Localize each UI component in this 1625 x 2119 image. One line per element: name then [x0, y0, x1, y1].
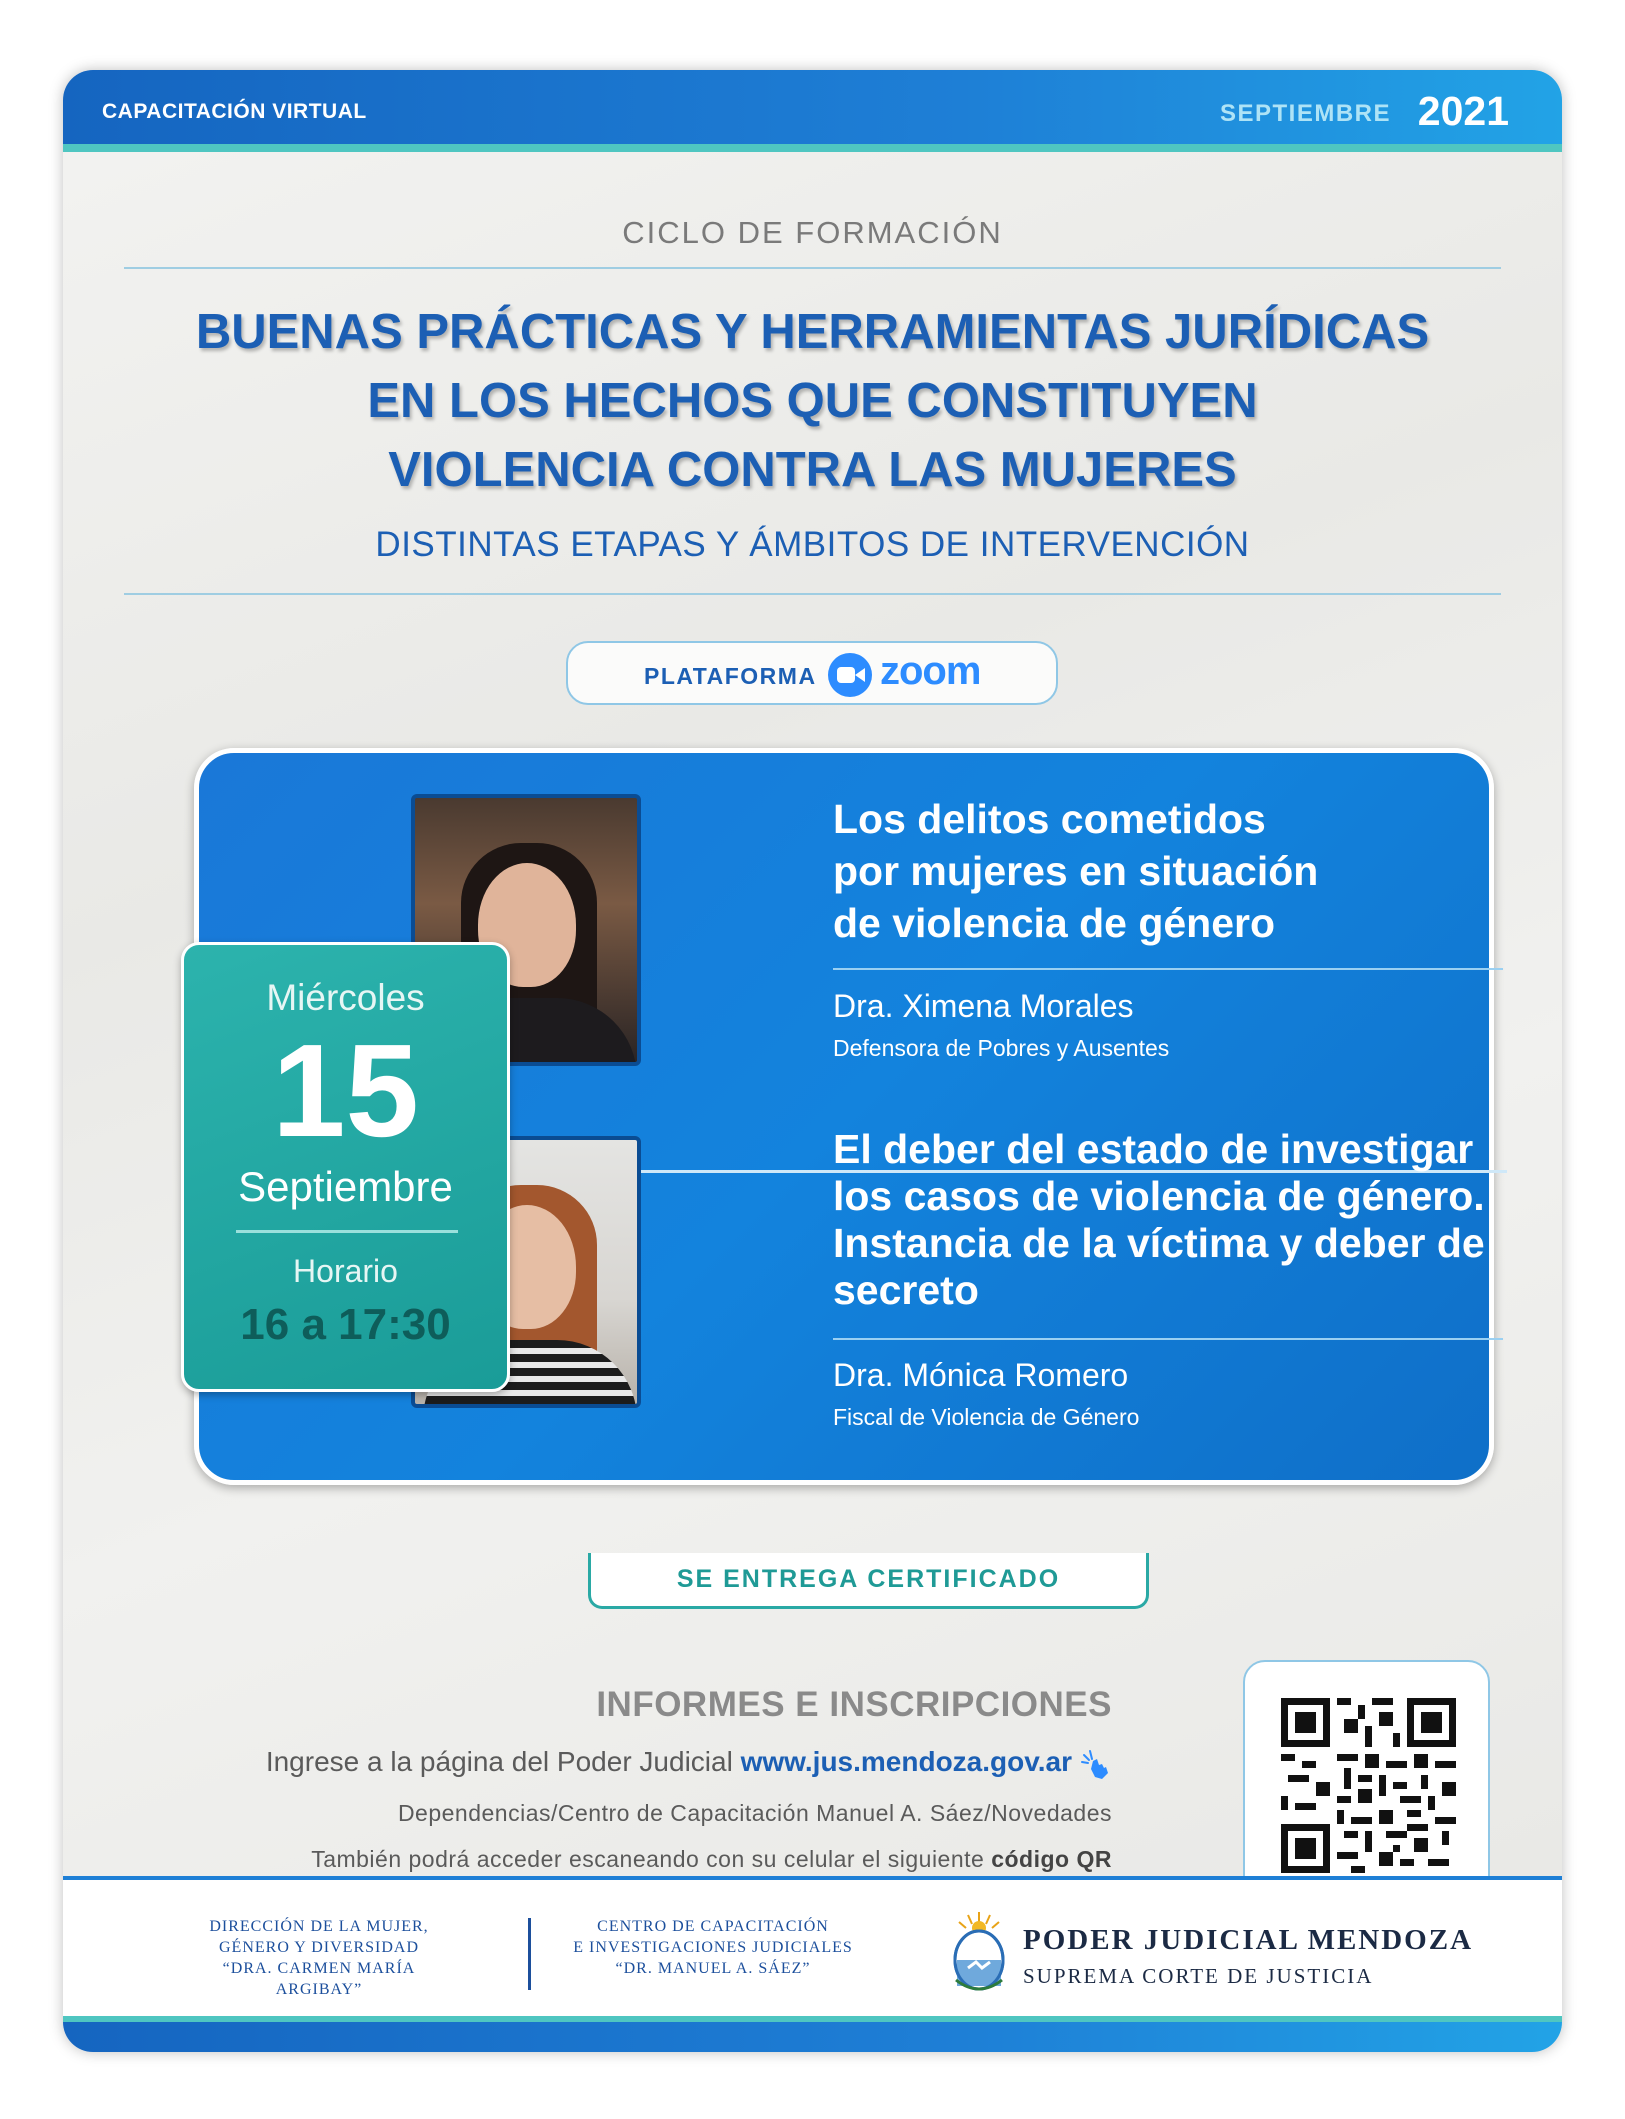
talk-title-2: El deber del estado de investigar los casos de violencia de género. Instancia de la víctima y deber de secreto — [833, 1126, 1485, 1313]
info-line-1: Ingrese a la página del Poder Judicial www.jus.mendoza.gov.ar — [266, 1746, 1112, 1781]
talk-title-1: Los delitos cometidos por mujeres en situación de violencia de género — [833, 796, 1319, 946]
date-weekday: Miércoles — [266, 977, 425, 1018]
speaker-role-2: Fiscal de Violencia de Género — [833, 1404, 1140, 1430]
pointer-hand-icon — [1078, 1747, 1112, 1781]
divider-bottom — [124, 593, 1501, 595]
date-divider — [236, 1230, 458, 1233]
time-value: 16 a 17:30 — [240, 1300, 451, 1349]
header-year: 2021 — [1417, 88, 1509, 134]
footer-org-1: DIRECCIÓN DE LA MUJER, GÉNERO Y DIVERSIDAD “DRA. CARMEN MARÍA ARGIBAY” — [209, 1918, 429, 1998]
title-line-1: BUENAS PRÁCTICAS Y HERRAMIENTAS JURÍDICAS — [195, 305, 1430, 359]
top-bar — [63, 70, 1562, 152]
zoom-logo: zoom — [880, 649, 981, 693]
header-month: SEPTIEMBRE — [1219, 100, 1391, 127]
info-line-2: Dependencias/Centro de Capacitación Manuel A. Sáez/Novedades — [397, 1800, 1112, 1826]
qr-code-icon — [1281, 1698, 1456, 1873]
qr-code-box[interactable] — [1243, 1660, 1490, 1907]
date-month: Septiembre — [238, 1163, 453, 1210]
cycle-label: CICLO DE FORMACIÓN — [622, 215, 1003, 250]
video-camera-icon — [828, 653, 872, 697]
talk-divider-2 — [833, 1338, 1503, 1340]
footer-org-3-subtitle: SUPREMA CORTE DE JUSTICIA — [1023, 1964, 1374, 1988]
speaker-name-1: Dra. Ximena Morales — [833, 988, 1134, 1024]
divider-top — [124, 267, 1501, 269]
page-subtitle: DISTINTAS ETAPAS Y ÁMBITOS DE INTERVENCIÓN — [375, 525, 1250, 564]
info-title: INFORMES E INSCRIPCIONES — [596, 1685, 1112, 1724]
bottom-bar — [63, 2016, 1562, 2052]
footer-divider — [528, 1918, 531, 1990]
page-title — [63, 298, 1562, 505]
speaker-name-2: Dra. Mónica Romero — [833, 1357, 1129, 1393]
coat-of-arms-icon — [948, 1910, 1010, 1999]
speaker-role-1: Defensora de Pobres y Ausentes — [833, 1035, 1170, 1061]
info-line-3: También podrá acceder escaneando con su celular el siguiente código QR — [311, 1846, 1112, 1872]
footer — [63, 1876, 1562, 2016]
platform-badge — [566, 641, 1058, 705]
time-label: Horario — [293, 1253, 398, 1289]
title-line-3: VIOLENCIA CONTRA LAS MUJERES — [388, 443, 1237, 497]
footer-org-3-title: PODER JUDICIAL MENDOZA — [1023, 1924, 1474, 1956]
title-line-2: EN LOS HECHOS QUE CONSTITUYEN — [367, 374, 1258, 428]
certificate-badge: SE ENTREGA CERTIFICADO — [588, 1553, 1149, 1609]
date-box — [181, 942, 510, 1392]
platform-label: PLATAFORMA — [644, 663, 817, 689]
poster-card — [63, 70, 1562, 2052]
header-label: CAPACITACIÓN VIRTUAL — [102, 100, 367, 123]
date-day: 15 — [272, 1017, 419, 1164]
footer-org-2: CENTRO DE CAPACITACIÓN E INVESTIGACIONES JUDICIALES “DR. MANUEL A. SÁEZ” — [573, 1918, 853, 1977]
talk-divider-1 — [833, 968, 1503, 970]
website-link[interactable]: www.jus.mendoza.gov.ar — [740, 1746, 1072, 1777]
